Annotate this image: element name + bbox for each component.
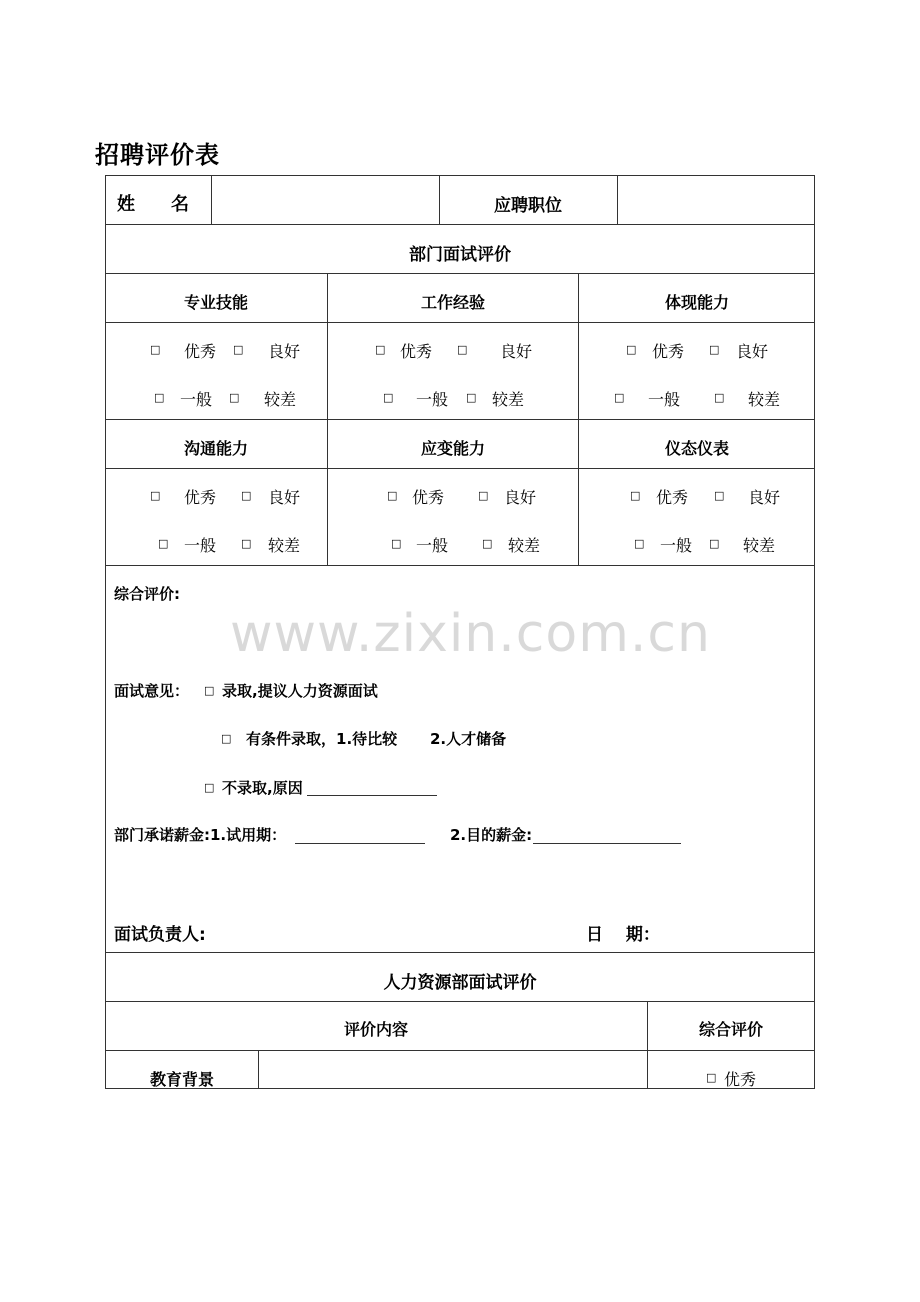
rating-poor-label: 较差 (264, 390, 297, 409)
col-divider (439, 175, 440, 225)
rating-excellent-label: 优秀 (412, 488, 445, 507)
checkbox-excellent[interactable]: □ (150, 489, 161, 502)
opinion-talent-pool-text: 2.人才储备 (430, 730, 507, 748)
rating-excellent-label: 优秀 (184, 342, 217, 361)
checkbox-poor[interactable]: □ (482, 537, 493, 550)
col-divider (578, 273, 579, 566)
name-field[interactable] (212, 176, 438, 224)
name-label: 姓 名 (117, 194, 189, 215)
rating-average-label: 一般 (180, 390, 213, 409)
rating-poor-label: 较差 (492, 390, 525, 409)
hr-overall-header: 综合评价 (698, 1020, 764, 1039)
opinion-label: 面试意见： (114, 682, 190, 700)
opinion-hire-text: 录取,提议人力资源面试 (222, 682, 378, 700)
rating-average-label: 一般 (416, 390, 449, 409)
rating-good-label: 良好 (268, 342, 301, 361)
col-divider (258, 1050, 259, 1089)
target-salary-label: 2.目的薪金: (450, 826, 533, 844)
checkbox-average[interactable]: □ (391, 537, 402, 550)
checkbox-poor[interactable]: □ (714, 391, 725, 404)
watermark: www.zixin.com.cn (230, 604, 711, 664)
checkbox-poor[interactable]: □ (466, 391, 477, 404)
overall-evaluation-label: 综合评价: (114, 585, 180, 603)
checkbox-excellent[interactable]: □ (375, 343, 386, 356)
probation-salary-underline[interactable] (295, 843, 425, 844)
category-professional-skill: 专业技能 (183, 293, 249, 312)
row-divider (105, 1050, 815, 1051)
target-salary-underline[interactable] (533, 843, 681, 844)
education-background-label: 教育背景 (149, 1070, 215, 1089)
checkbox-good[interactable]: □ (457, 343, 468, 356)
rating-good-label: 良好 (736, 342, 769, 361)
rating-poor-label: 较差 (268, 536, 301, 555)
rating-average-label: 一般 (416, 536, 449, 555)
rating-average-label: 一般 (660, 536, 693, 555)
checkbox-conditional-hire[interactable]: □ (221, 732, 232, 745)
rating-average-label: 一般 (648, 390, 681, 409)
salary-label: 部门承诺薪金:1.试用期： (114, 826, 287, 844)
checkbox-good[interactable]: □ (714, 489, 725, 502)
checkbox-hire[interactable]: □ (204, 684, 215, 697)
rating-poor-label: 较差 (508, 536, 541, 555)
category-appearance: 仪态仪表 (664, 439, 730, 458)
checkbox-average[interactable]: □ (158, 537, 169, 550)
education-content-field[interactable] (260, 1052, 646, 1088)
rating-good-label: 良好 (500, 342, 533, 361)
row-divider (105, 322, 815, 323)
checkbox-average[interactable]: □ (383, 391, 394, 404)
checkbox-good[interactable]: □ (709, 343, 720, 356)
position-label: 应聘职位 (494, 196, 562, 216)
rating-excellent-label: 优秀 (652, 342, 685, 361)
category-adaptability: 应变能力 (420, 439, 486, 458)
category-demonstrated-ability: 体现能力 (664, 293, 730, 312)
checkbox-poor[interactable]: □ (709, 537, 720, 550)
rating-excellent-label: 优秀 (400, 342, 433, 361)
row-divider (105, 1001, 815, 1002)
opinion-reject-text: 不录取,原因 (222, 779, 303, 797)
checkbox-excellent[interactable]: □ (150, 343, 161, 356)
checkbox-poor[interactable]: □ (241, 537, 252, 550)
col-divider (327, 273, 328, 566)
rating-poor-label: 较差 (748, 390, 781, 409)
checkbox-average[interactable]: □ (154, 391, 165, 404)
reject-reason-underline[interactable] (307, 795, 437, 796)
date-label: 日 期： (586, 925, 660, 945)
hr-section-title: 人力资源部面试评价 (383, 973, 537, 993)
category-communication: 沟通能力 (183, 439, 249, 458)
interviewer-label: 面试负责人: (114, 925, 206, 945)
rating-good-label: 良好 (504, 488, 537, 507)
rating-good-label: 良好 (268, 488, 301, 507)
checkbox-reject[interactable]: □ (204, 781, 215, 794)
rating-poor-label: 较差 (743, 536, 776, 555)
position-field[interactable] (618, 176, 814, 224)
checkbox-good[interactable]: □ (233, 343, 244, 356)
checkbox-excellent[interactable]: □ (706, 1071, 717, 1084)
checkbox-excellent[interactable]: □ (387, 489, 398, 502)
page-title: 招聘评价表 (95, 141, 220, 169)
row-divider (105, 273, 815, 274)
rating-good-label: 良好 (748, 488, 781, 507)
checkbox-excellent[interactable]: □ (630, 489, 641, 502)
checkbox-average[interactable]: □ (614, 391, 625, 404)
row-divider (105, 419, 815, 420)
rating-excellent-label: 优秀 (724, 1070, 757, 1089)
rating-excellent-label: 优秀 (656, 488, 689, 507)
col-divider (647, 1001, 648, 1089)
dept-section-title: 部门面试评价 (409, 245, 511, 265)
row-divider (105, 565, 815, 566)
checkbox-good[interactable]: □ (241, 489, 252, 502)
checkbox-excellent[interactable]: □ (626, 343, 637, 356)
row-divider (105, 952, 815, 953)
hr-content-header: 评价内容 (343, 1020, 409, 1039)
checkbox-good[interactable]: □ (478, 489, 489, 502)
checkbox-poor[interactable]: □ (229, 391, 240, 404)
opinion-conditional-text: 有条件录取，1.待比较 (246, 730, 398, 748)
row-divider (105, 468, 815, 469)
rating-average-label: 一般 (184, 536, 217, 555)
checkbox-average[interactable]: □ (634, 537, 645, 550)
rating-excellent-label: 优秀 (184, 488, 217, 507)
category-work-experience: 工作经验 (420, 293, 486, 312)
